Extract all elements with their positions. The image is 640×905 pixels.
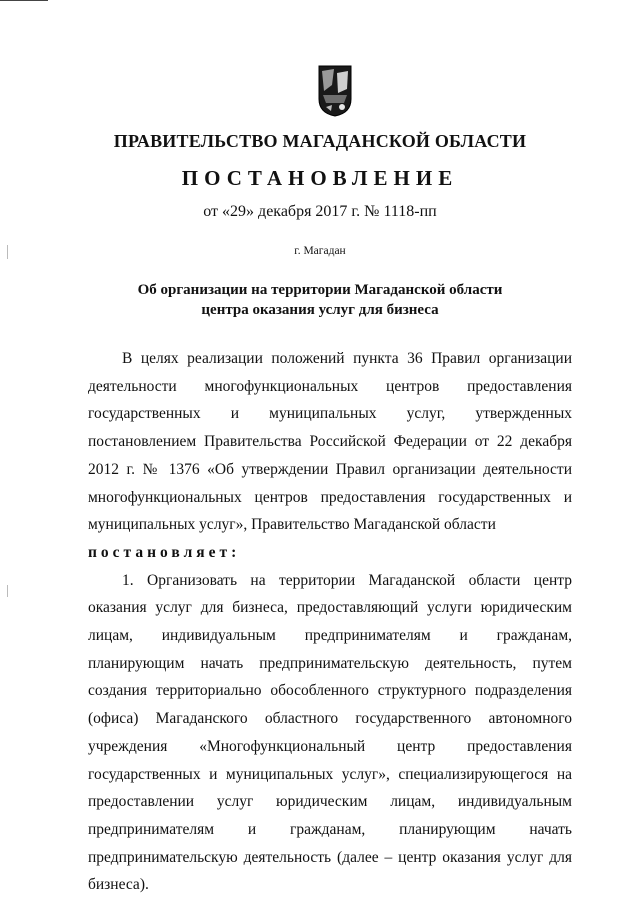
subject-line: центра оказания услуг для бизнеса — [201, 302, 439, 318]
document-date-number: от «29» декабря 2017 г. № 1118-пп — [203, 203, 437, 220]
document-body — [88, 345, 572, 899]
document-type: ПОСТАНОВЛЕНИЕ — [181, 166, 459, 190]
scan-edge-line — [0, 0, 48, 1]
clause-1-paragraph: 1. Организовать на территории Магаданской области центр оказания услуг для бизнеса, предоставляющий услуги юридическим лицам, индивидуальным предпринимателям и гражданам, планирующим начать предпринимательскую деятельность, путем создания территориально обособленного структурного подразделения (офиса) Магаданского областного государственного автономного учреждения «Многофункциональный центр предоставления государственных и муниципальных услуг», специализирующегося на предоставлении услуг юридическим лицам, индивидуальным предпринимателям и гражданам, планирующим начать предпринимательскую деятельность (далее – центр оказания услуг для бизнеса). — [88, 571, 572, 894]
decree-word: постановляет: — [88, 543, 241, 561]
decree-line — [88, 539, 572, 567]
scan-margin-mark — [7, 585, 8, 597]
government-title: ПРАВИТЕЛЬСТВО МАГАДАНСКОЙ ОБЛАСТИ — [113, 131, 527, 151]
preamble-paragraph: В целях реализации положений пункта 36 Правил организации деятельности многофункциональных центров предоставления государственных и муниципальных услуг, утвержденных постановлением Правительства Российской Федерации от 22 декабря 2012 г. № 1376 «Об утверждении Правил организации деятельности многофункциональных центров предоставления государственных и муниципальных услуг», Правительство Магаданской области — [88, 350, 572, 534]
magadan-coat-of-arms-icon — [318, 65, 352, 117]
document-city: г. Магадан — [294, 245, 346, 257]
document-subject — [0, 280, 640, 320]
subject-line: Об организации на территории Магаданской области — [137, 282, 503, 298]
